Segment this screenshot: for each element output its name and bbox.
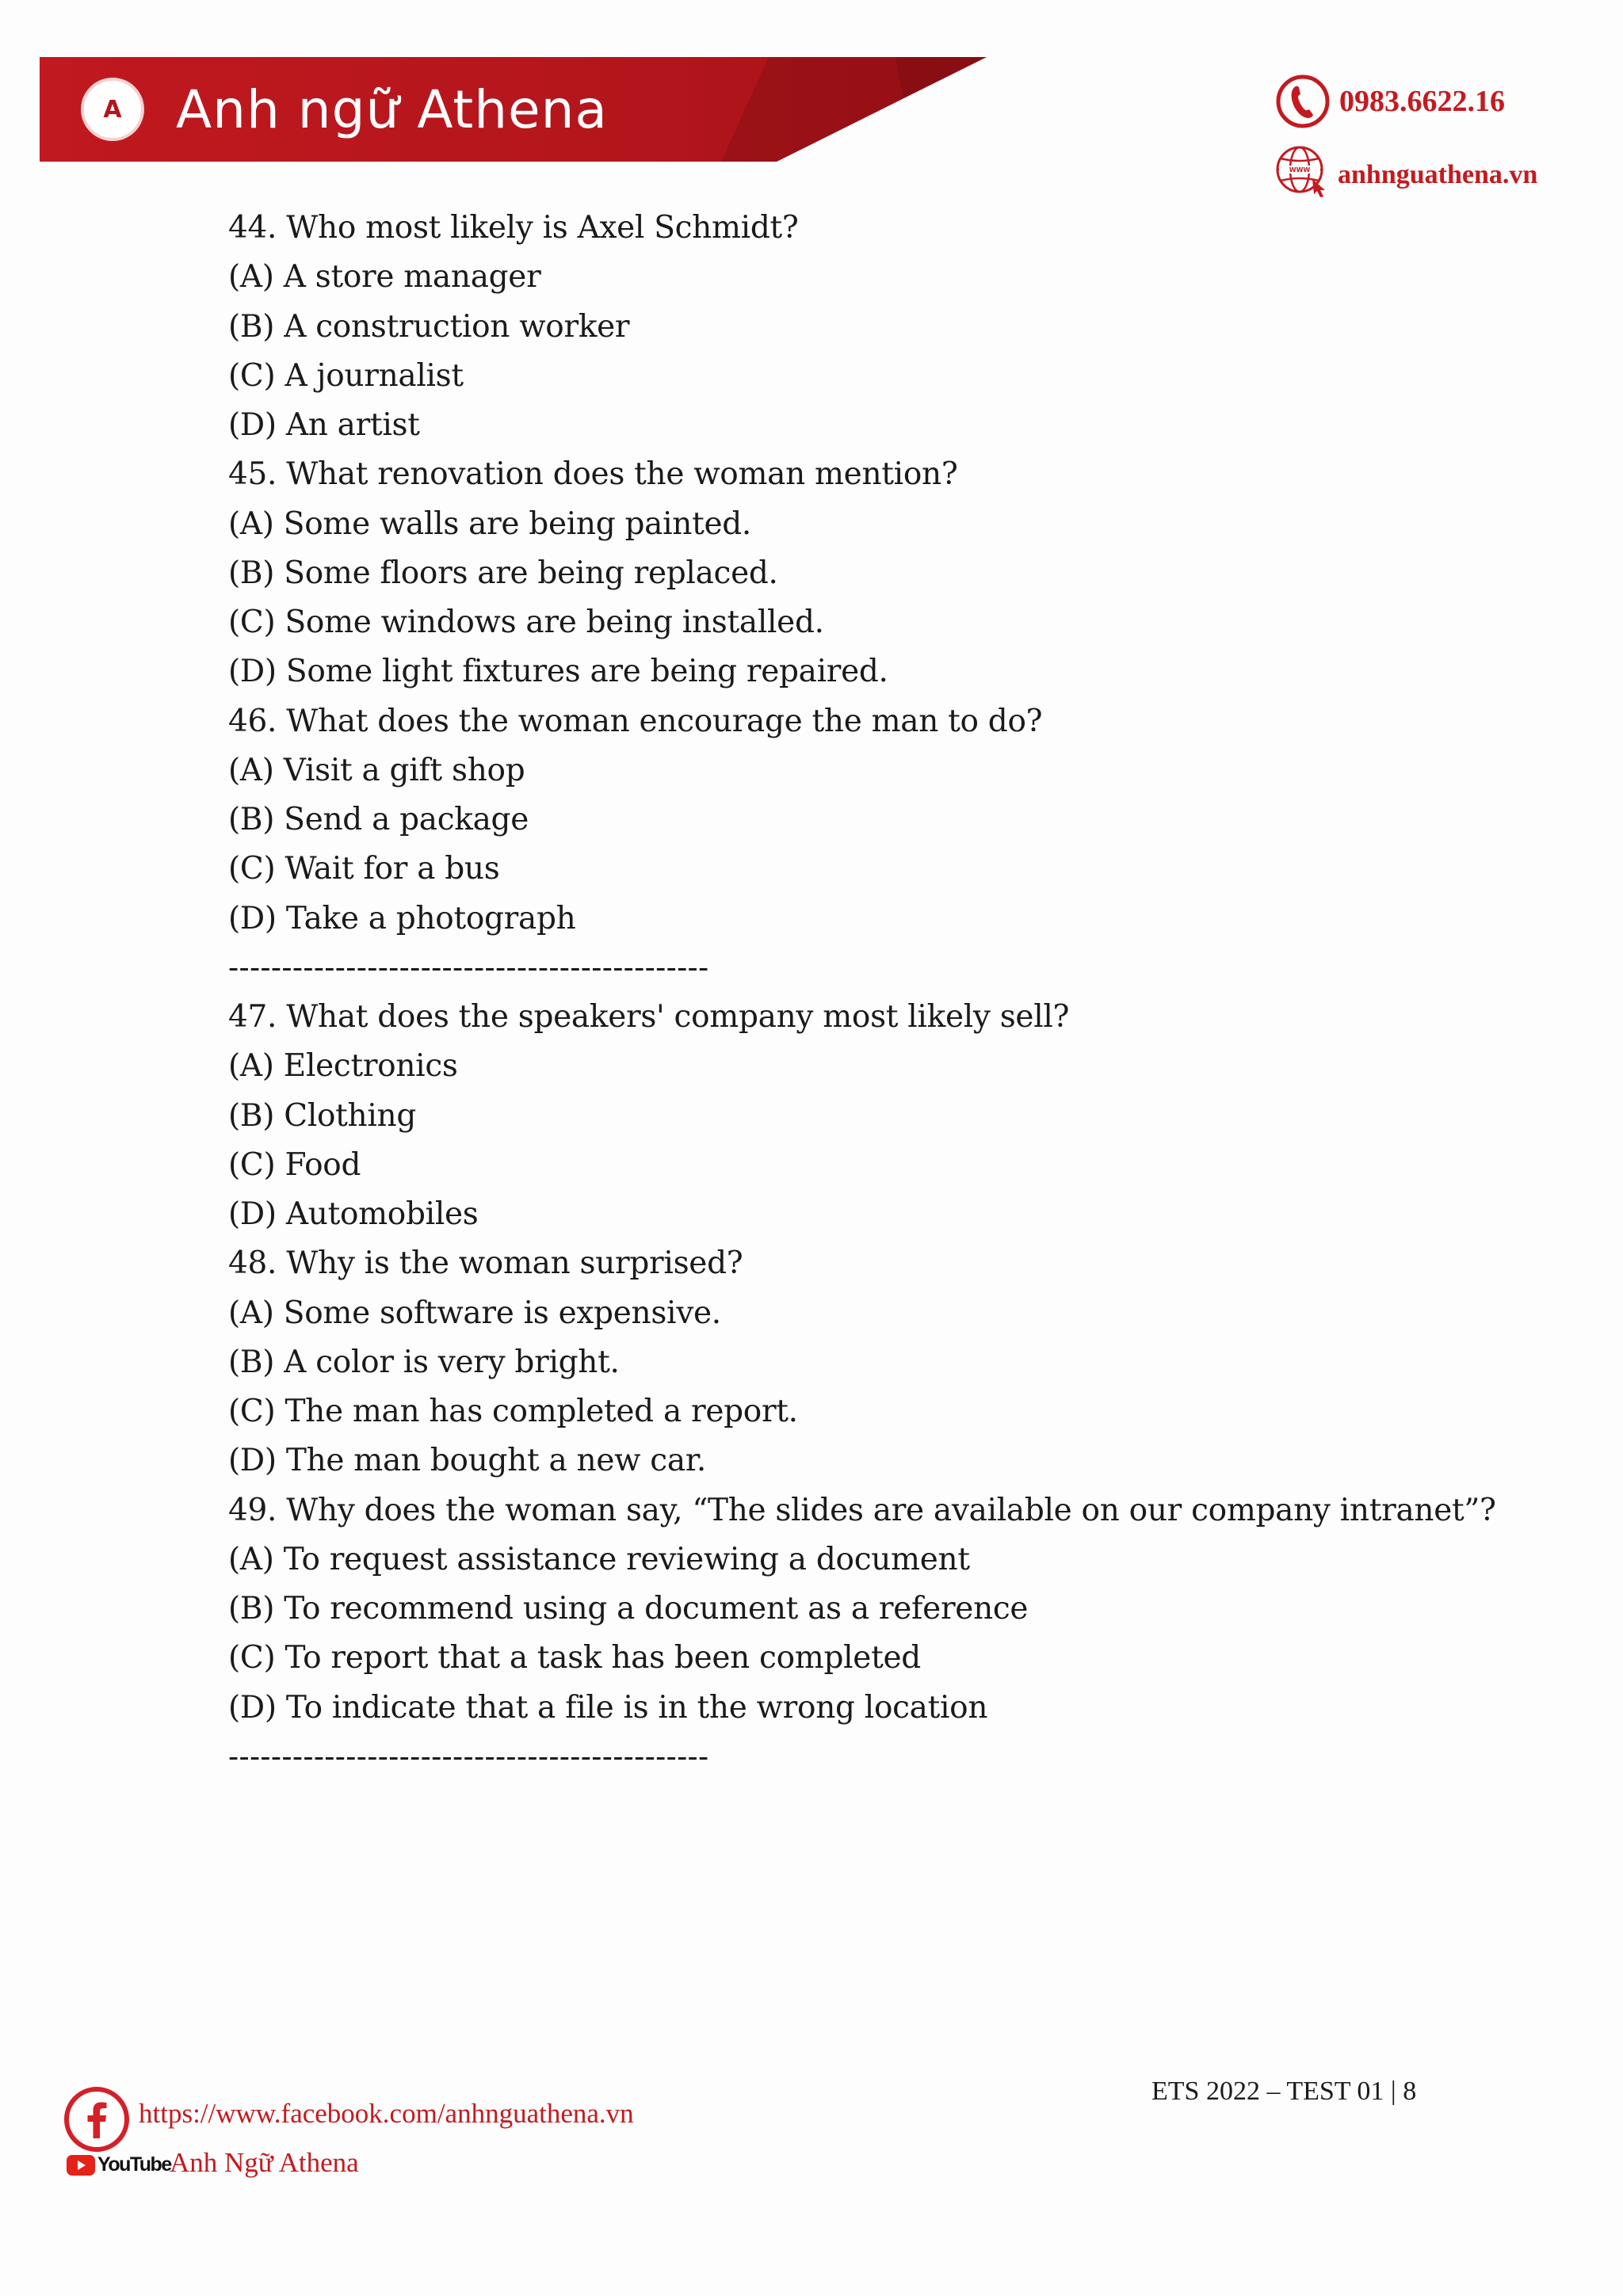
youtube-play-icon xyxy=(67,2155,95,2176)
website-address: anhnguathena.vn xyxy=(1338,160,1538,189)
question-text: 47. What does the speakers' company most likely sell? xyxy=(228,999,1070,1035)
answer-option: (A) A store manager xyxy=(228,259,541,296)
question-text: 44. Who most likely is Axel Schmidt? xyxy=(228,210,799,246)
answer-option: (C) Wait for a bus xyxy=(228,851,500,887)
answer-option: (D) An artist xyxy=(228,407,420,443)
answer-option: (A) Electronics xyxy=(228,1048,458,1085)
answer-option: (B) A construction worker xyxy=(228,308,630,345)
facebook-link[interactable]: https://www.facebook.com/anhnguathena.vn xyxy=(139,2098,634,2129)
answer-option: (A) To request assistance reviewing a document xyxy=(228,1541,970,1577)
answer-option: (D) Automobiles xyxy=(228,1196,479,1232)
answer-option: (A) Some walls are being painted. xyxy=(228,505,752,542)
answer-option: (C) To report that a task has been completed xyxy=(228,1640,921,1676)
facebook-icon xyxy=(63,2086,130,2153)
answer-option: (C) A journalist xyxy=(228,357,464,394)
answer-option: (C) The man has completed a report. xyxy=(228,1394,798,1429)
answer-option: (A) Some software is expensive. xyxy=(228,1295,721,1331)
youtube-channel-link[interactable]: Anh Ngữ Athena xyxy=(170,2147,359,2178)
question-text: 49. Why does the woman say, “The slides are available on our company intranet”? xyxy=(228,1492,1496,1528)
youtube-wordmark: YouTube xyxy=(97,2153,171,2176)
question-text: 48. Why is the woman surprised? xyxy=(228,1245,743,1282)
phone-icon xyxy=(1274,73,1331,130)
logo-mark: A xyxy=(103,95,122,124)
athena-logo xyxy=(81,78,144,141)
header-banner xyxy=(40,57,987,162)
answer-option: (B) Clothing xyxy=(228,1097,417,1134)
answer-option: (D) To indicate that a file is in the wrong location xyxy=(228,1689,988,1726)
website-contact xyxy=(1273,143,1537,198)
brand-name: Anh ngữ Athena xyxy=(176,79,608,140)
globe-icon xyxy=(1273,143,1331,198)
youtube-logo xyxy=(67,2153,171,2176)
question-text: 45. What renovation does the woman mention? xyxy=(228,456,958,493)
answer-option: (C) Food xyxy=(228,1146,361,1183)
answer-option: (B) To recommend using a document as a reference xyxy=(228,1591,1029,1627)
page-label: ETS 2022 – TEST 01 | 8 xyxy=(1151,2077,1417,2106)
svg-text:WWW: WWW xyxy=(1289,166,1311,174)
phone-number: 0983.6622.16 xyxy=(1339,85,1505,118)
answer-option: (D) The man bought a new car. xyxy=(228,1443,706,1479)
answer-option: (C) Some windows are being installed. xyxy=(228,605,824,640)
answer-option: (B) A color is very bright. xyxy=(228,1344,620,1380)
answer-option: (D) Take a photograph xyxy=(228,900,576,936)
answer-option: (D) Some light fixtures are being repaired. xyxy=(228,654,888,690)
answer-option: (A) Visit a gift shop xyxy=(228,752,525,788)
answer-option: (B) Some floors are being replaced. xyxy=(228,555,778,591)
question-list xyxy=(228,204,1496,1782)
question-text: 46. What does the woman encourage the man to do? xyxy=(228,703,1043,739)
answer-option: (B) Send a package xyxy=(228,802,529,837)
separator-line: --------------------------------------------- xyxy=(228,1738,709,1775)
separator-line: --------------------------------------------- xyxy=(228,949,709,986)
phone-contact xyxy=(1274,73,1505,130)
